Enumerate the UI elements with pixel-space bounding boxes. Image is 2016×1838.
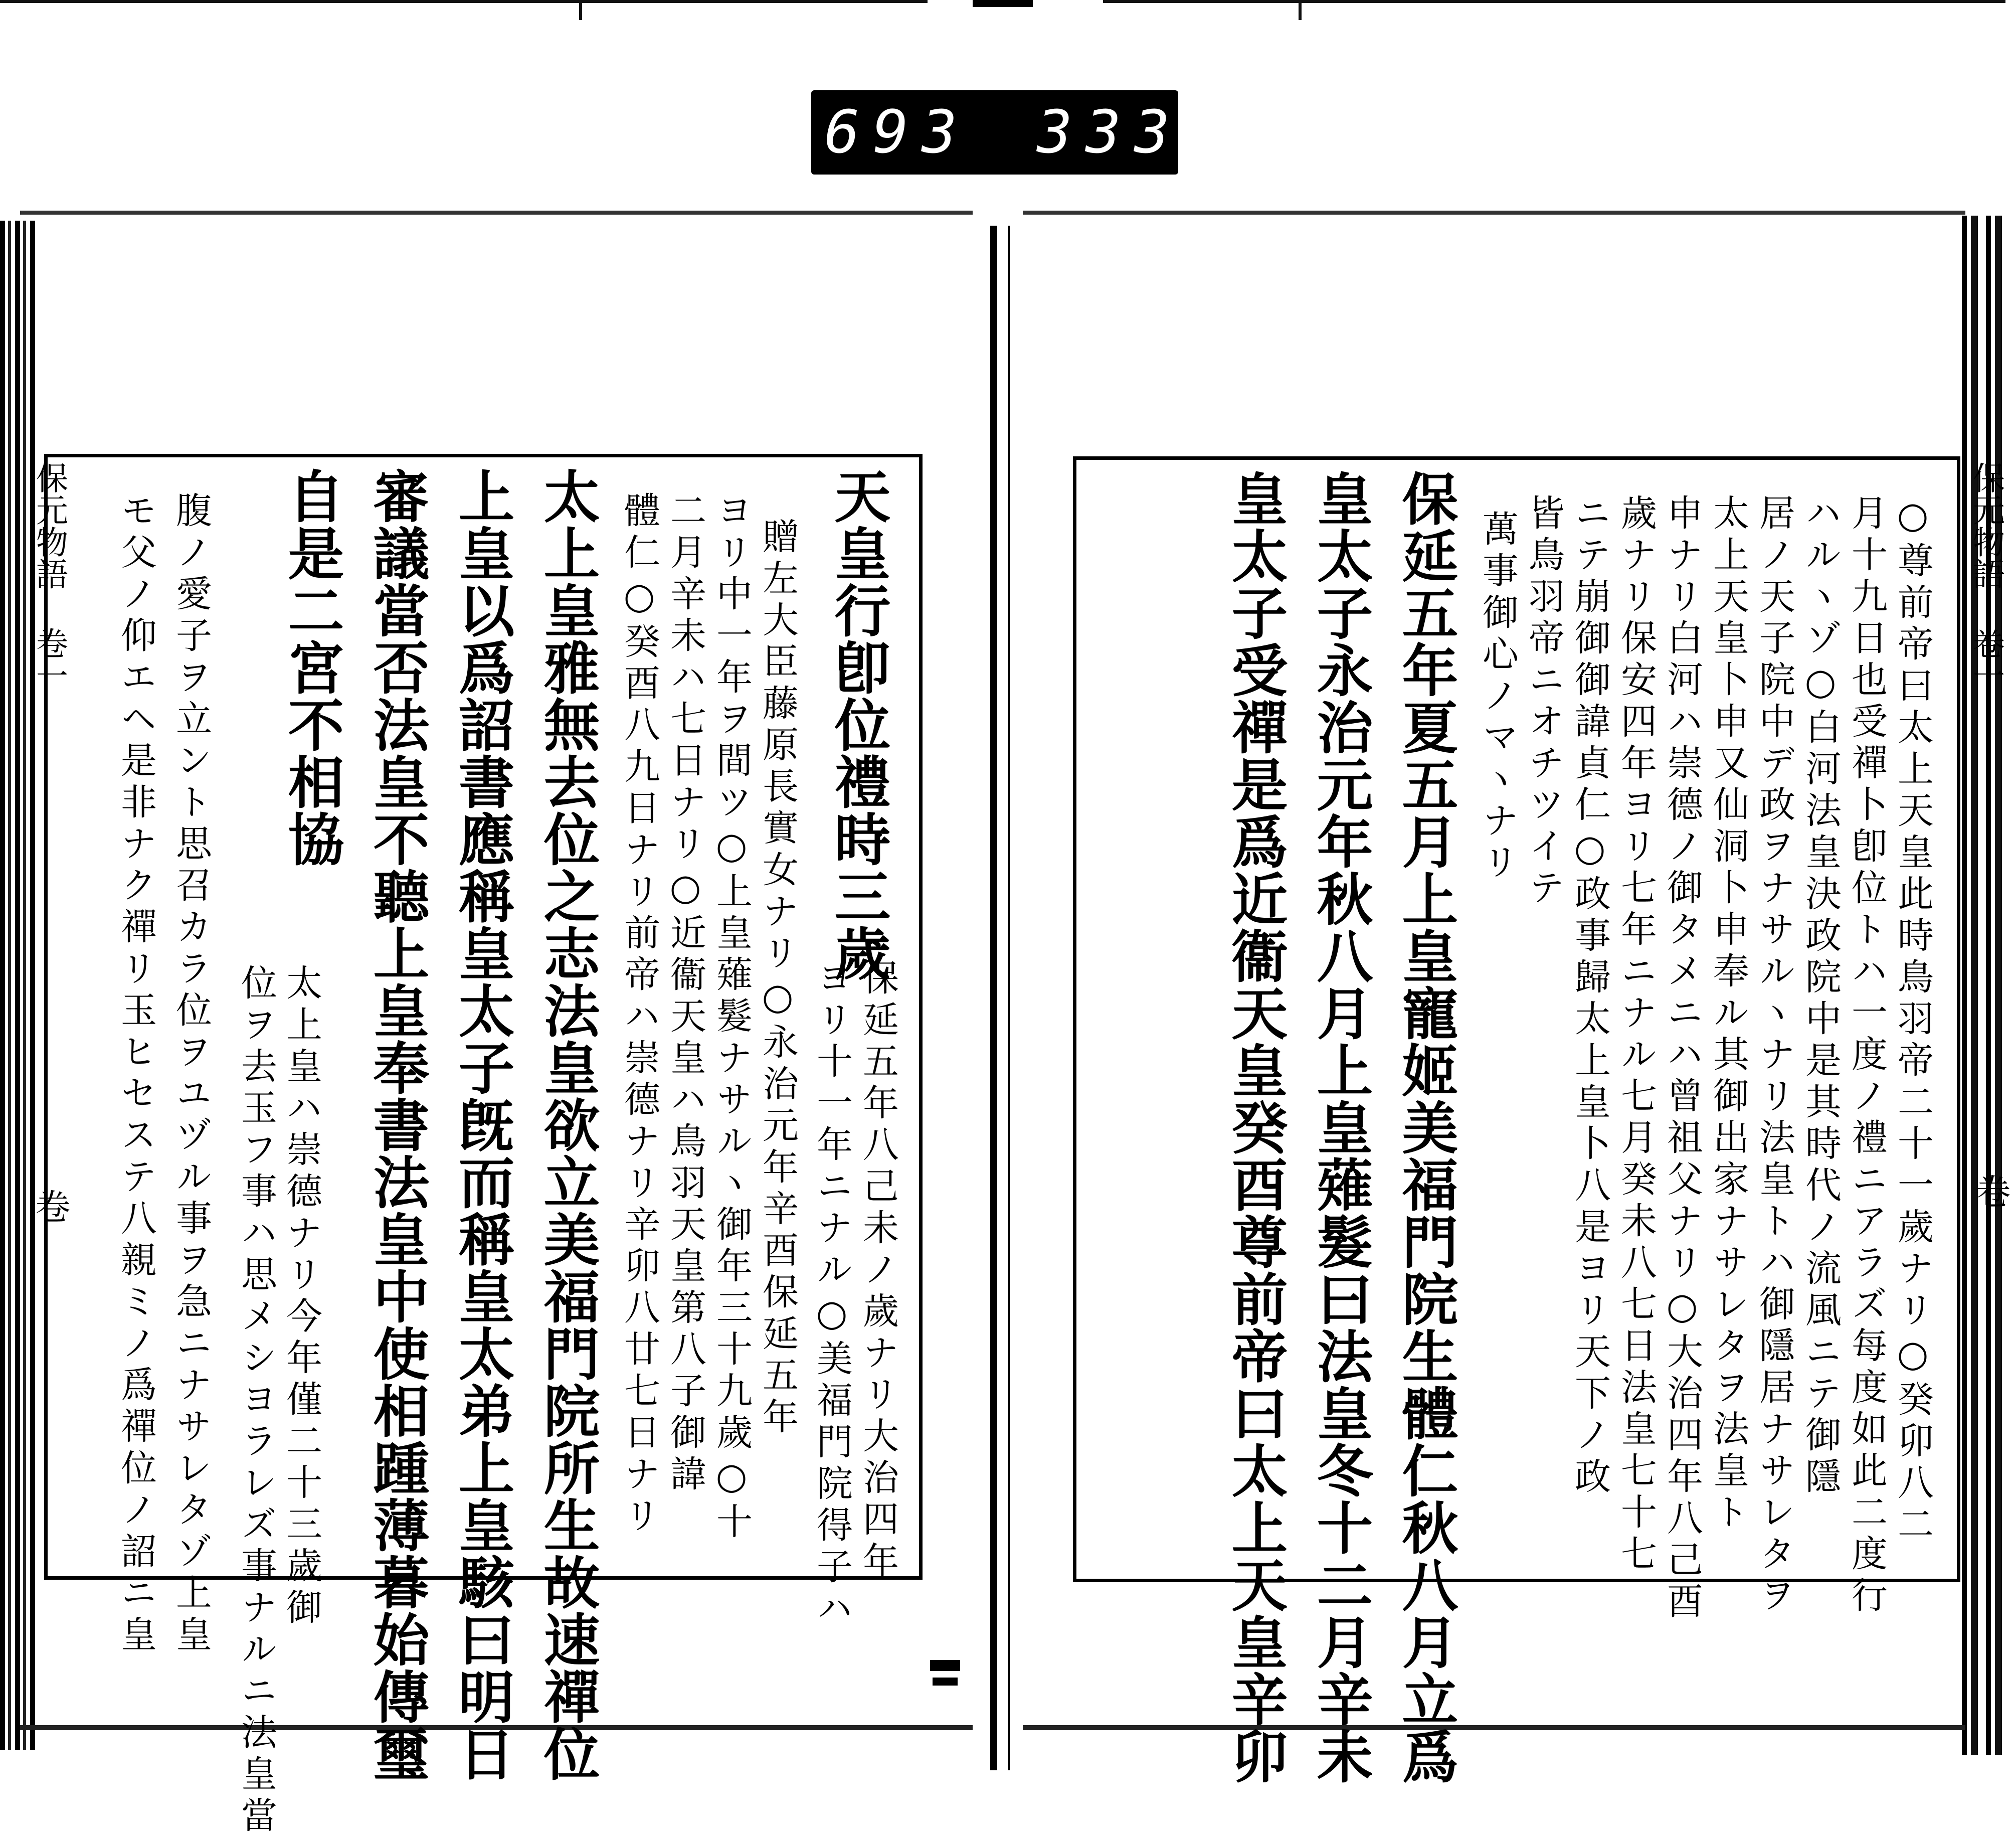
main-text-column: 保延五年夏五月上皇寵姬美福門院生體仁秋八月立爲 (1393, 470, 1458, 1785)
page-top-edge (1023, 211, 1965, 215)
right-book-edge (1958, 216, 2005, 1755)
left-page-frame (44, 454, 923, 1838)
text-column: 申ナリ白河ハ崇德ノ御タメニハ曾祖父ナリ○大治四年八己酉 (1661, 494, 1703, 1624)
text-column: 歲ナリ保安四年ヨリ七年ニナル七月癸未八七日法皇七十七 (1615, 494, 1657, 1576)
text-column: 月十九日也受禪卜卽位トハ一度ノ禮ニアラズ每度如此二度行 (1846, 494, 1888, 1618)
left-book-edge (0, 221, 35, 1750)
text-column: 皆鳥羽帝ニオチツイテ (1523, 494, 1565, 910)
text-column: ○尊前帝曰太上天皇此時鳥羽帝二十一歲ナリ○癸卯八二 (1892, 494, 1934, 1547)
spine-binding-mark (933, 1678, 958, 1686)
right-page-frame (1073, 456, 1960, 1785)
inline-note-column: 位ヲ去玉フ事ハ思メシヨラレズ事ナルニ法皇當 (235, 964, 277, 1838)
page-top-edge (20, 211, 973, 215)
text-column: 贈左大臣藤原長實女ナリ○永治元年辛酉保延五年 (757, 518, 799, 1439)
text-column: 腹ノ愛子ヲ立ント思召カラ位ヲユヅル事ヲ急ニナサレタゾ上皇 (170, 491, 212, 1657)
book-spine (990, 226, 997, 1770)
page-number-left: 693 (824, 97, 971, 166)
left-fold-mark: 卷 (30, 1189, 71, 1224)
text-column: ヨリ中一年ヲ間ツ○上皇薙髮ナサルヽ御年三十九歲○十 (710, 491, 753, 1544)
main-text-column: 上皇以爲詔書應稱皇太子旣而稱皇太弟上皇駭曰明日 (449, 467, 515, 1782)
right-margin-title: 保元物語 卷一 (1967, 461, 2004, 691)
left-margin-title: 保元物語 卷一 (31, 461, 68, 691)
main-text-column: 自是二宮不相協 (279, 467, 344, 868)
scan-edge-tick (579, 0, 582, 20)
text-column: 太上天皇卜申又仙洞卜申奉ル其御出家ナサレタヲ法皇ト (1707, 494, 1749, 1535)
page-number-plate (811, 90, 1183, 175)
text-column: 萬事御心ノマヽナリ (1477, 510, 1519, 885)
text-column: 居ノ天子院中デ政ヲナサルヽナリ法皇トハ御隱居ナサレタヲ (1753, 494, 1795, 1618)
main-text-column: 太上皇雅無去位之志法皇欲立美福門院所生故速禪位 (534, 467, 600, 1782)
scan-edge-tick (973, 0, 1033, 7)
spine-binding-mark (930, 1660, 960, 1671)
book-spine-line (1008, 226, 1010, 1770)
main-text-column: 皇太子受禪是爲近衞天皇癸酉尊前帝曰太上天皇辛卯 (1222, 470, 1288, 1785)
scan-edge-line (0, 0, 928, 3)
main-text-column: 天皇行卽位禮時三歲 (825, 467, 891, 982)
page-number-right: 333 (1037, 97, 1183, 166)
text-column: 體仁○癸酉八九日ナリ前帝ハ崇德ナリ辛卯八廿七日ナリ (618, 491, 660, 1538)
page-bottom-edge (1023, 1725, 1965, 1730)
main-text-column: 皇太子永治元年秋八月上皇薙髮曰法皇冬十二月辛未 (1308, 470, 1373, 1785)
text-column: ニテ崩御御諱貞仁○政事歸太上皇卜八是ヨリ天下ノ政 (1569, 494, 1611, 1499)
inline-note-column: 保延五年八己未ノ歲ナリ大治四年 (857, 959, 899, 1583)
text-column: モ父ノ仰エヘ是非ナク禪リ玉ヒセステ八親ミノ爲禪位ノ詔ニ皇 (115, 491, 157, 1657)
right-fold-mark: 卷 (1970, 1174, 2011, 1209)
inline-note-column: 太上皇ハ崇德ナリ今年僅二十三歲御 (280, 964, 322, 1630)
main-text-column: 審議當否法皇不聽上皇奉書法皇中使相踵薄暮始傳璽 (364, 467, 430, 1782)
text-column: ハルヽゾ○白河法皇決政院中是其時代ノ流風ニテ御隱 (1799, 494, 1842, 1499)
scan-edge-line (1103, 0, 2005, 3)
inline-note-column: ヨリ十一年ニナル○美福門院得子ハ (811, 959, 853, 1631)
text-column: 二月辛未ハ七日ナリ○近衞天皇ハ鳥羽天皇第八子御諱 (664, 491, 706, 1496)
scan-edge-tick (1299, 0, 1302, 20)
